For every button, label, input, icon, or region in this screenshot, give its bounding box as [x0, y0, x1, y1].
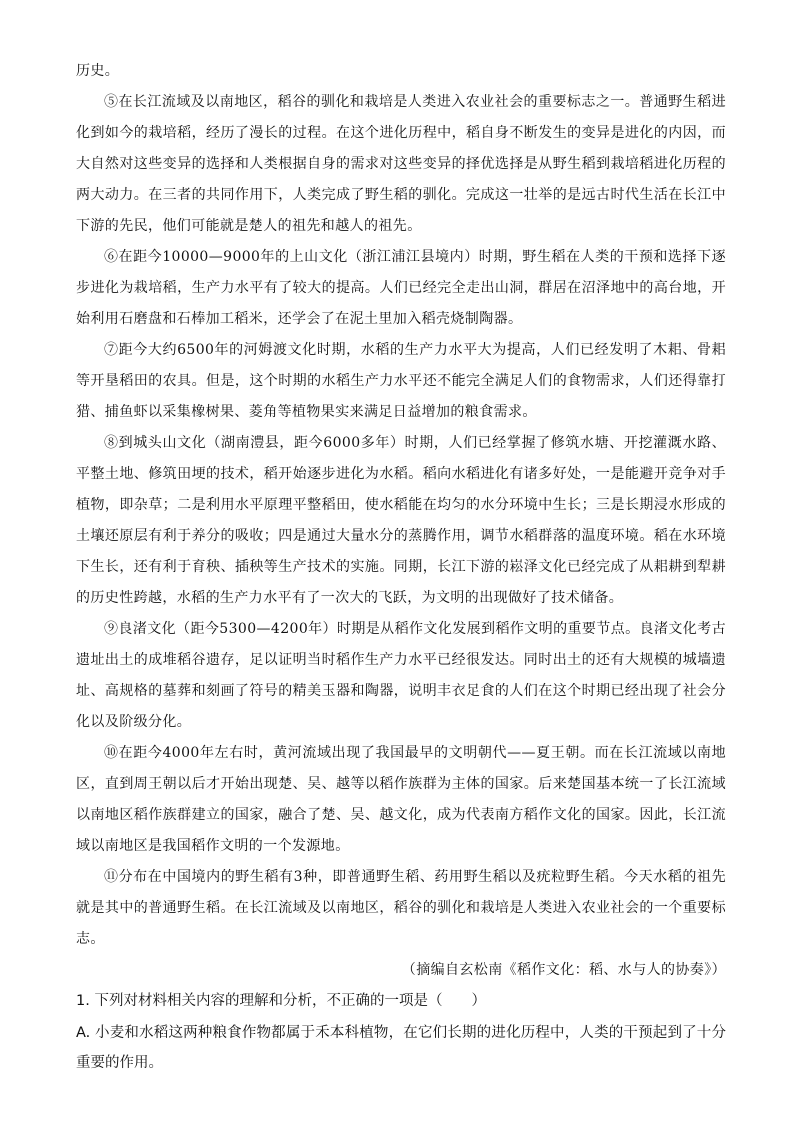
paragraph-8: ⑧到城头山文化（湖南澧县，距今6000多年）时期，人们已经掌握了修筑水塘、开挖灌溉水路、平整土地、修筑田埂的技术，稻开始逐步进化为水稻。稻向水稻进化有诸多好处，一是能避开竞争对手植物，即杂草；二是利用水平原理平整稻田，使水稻能在均匀的水分环境中生长；三是长期浸水形成的土壤还原层有利于养分的吸收；四是通过大量水分的蒸腾作用，调节水稻群落的温度环境。稻在水环境下生长，还有利于育秧、插秧等生产技术的实施。同期，长江下游的崧泽文化已经完成了从耜耕到犁耕的历史性跨越，水稻的生产力水平有了一次大的飞跃，为文明的出现做好了技术储备。 [76, 435, 726, 606]
paragraph-6: ⑥在距今10000—9000年的上山文化（浙江浦江县境内）时期，野生稻在人类的干预和选择下逐步进化为栽培稻，生产力水平有了较大的提高。人们已经完全走出山洞，群居在沼泽地中的高台地，开始利用石磨盘和石棒加工稻米，还学会了在泥土里加入稻壳烧制陶器。 [76, 249, 726, 327]
option-a: A. 小麦和水稻这两种粮食作物都属于禾本科植物，在它们长期的进化历程中，人类的干预起到了十分重要的作用。 [76, 1025, 726, 1071]
paragraph-10: ⑩在距今4000年左右时，黄河流域出现了我国最早的文明朝代——夏王朝。而在长江流域以南地区，直到周王朝以后才开始出现楚、吴、越等以稻作族群为主体的国家。后来楚国基本统一了长江流域以南地区稻作族群建立的国家，融合了楚、吴、越文化，成为代表南方稻作文化的国家。因此，长江流域以南地区是我国稻作文明的一个发源地。 [76, 745, 726, 854]
paragraph-5: ⑤在长江流域及以南地区，稻谷的驯化和栽培是人类进入农业社会的重要标志之一。普通野生稻进化到如今的栽培稻，经历了漫长的过程。在这个进化历程中，稻自身不断发生的变异是进化的内因，而大自然对这些变异的选择和人类根据自身的需求对这些变异的择优选择是从野生稻到栽培稻进化历程的两大动力。在三者的共同作用下，人类完成了野生稻的驯化。完成这一壮举的是远古时代生活在长江中下游的先民，他们可能就是楚人的祖先和越人的祖先。 [76, 94, 726, 234]
source-citation: （摘编自玄松南《稻作文化：稻、水与人的协奏》） [401, 962, 726, 978]
continued-text: 历史。 [76, 63, 120, 79]
paragraph-7: ⑦距今大约6500年的河姆渡文化时期，水稻的生产力水平大为提高，人们已经发明了木耜、骨耜等开垦稻田的农具。但是，这个时期的水稻生产力水平还不能完全满足人们的食物需求，人们还得靠打猎、捕鱼虾以采集橡树果、菱角等植物果实来满足日益增加的粮食需求。 [76, 342, 726, 420]
question-stem: 1. 下列对材料相关内容的理解和分析，不正确的一项是（ ） [76, 993, 486, 1009]
paragraph-9: ⑨良渚文化（距今5300—4200年）时期是从稻作文化发展到稻作文明的重要节点。良渚文化考古遗址出土的成堆稻谷遗存，足以证明当时稻作生产力水平已经很发达。同时出土的还有大规模的城墙遗址、高规格的墓葬和刻画了符号的精美玉器和陶器，说明丰衣足食的人们在这个时期已经出现了社会分化以及阶级分化。 [76, 621, 726, 730]
paragraph-11: ⑪分布在中国境内的野生稻有3种，即普通野生稻、药用野生稻以及疣粒野生稻。今天水稻的祖先就是其中的普通野生稻。在长江流域及以南地区，稻谷的驯化和栽培是人类进入农业社会的一个重要标志。 [76, 869, 726, 947]
document-page [76, 56, 726, 1078]
